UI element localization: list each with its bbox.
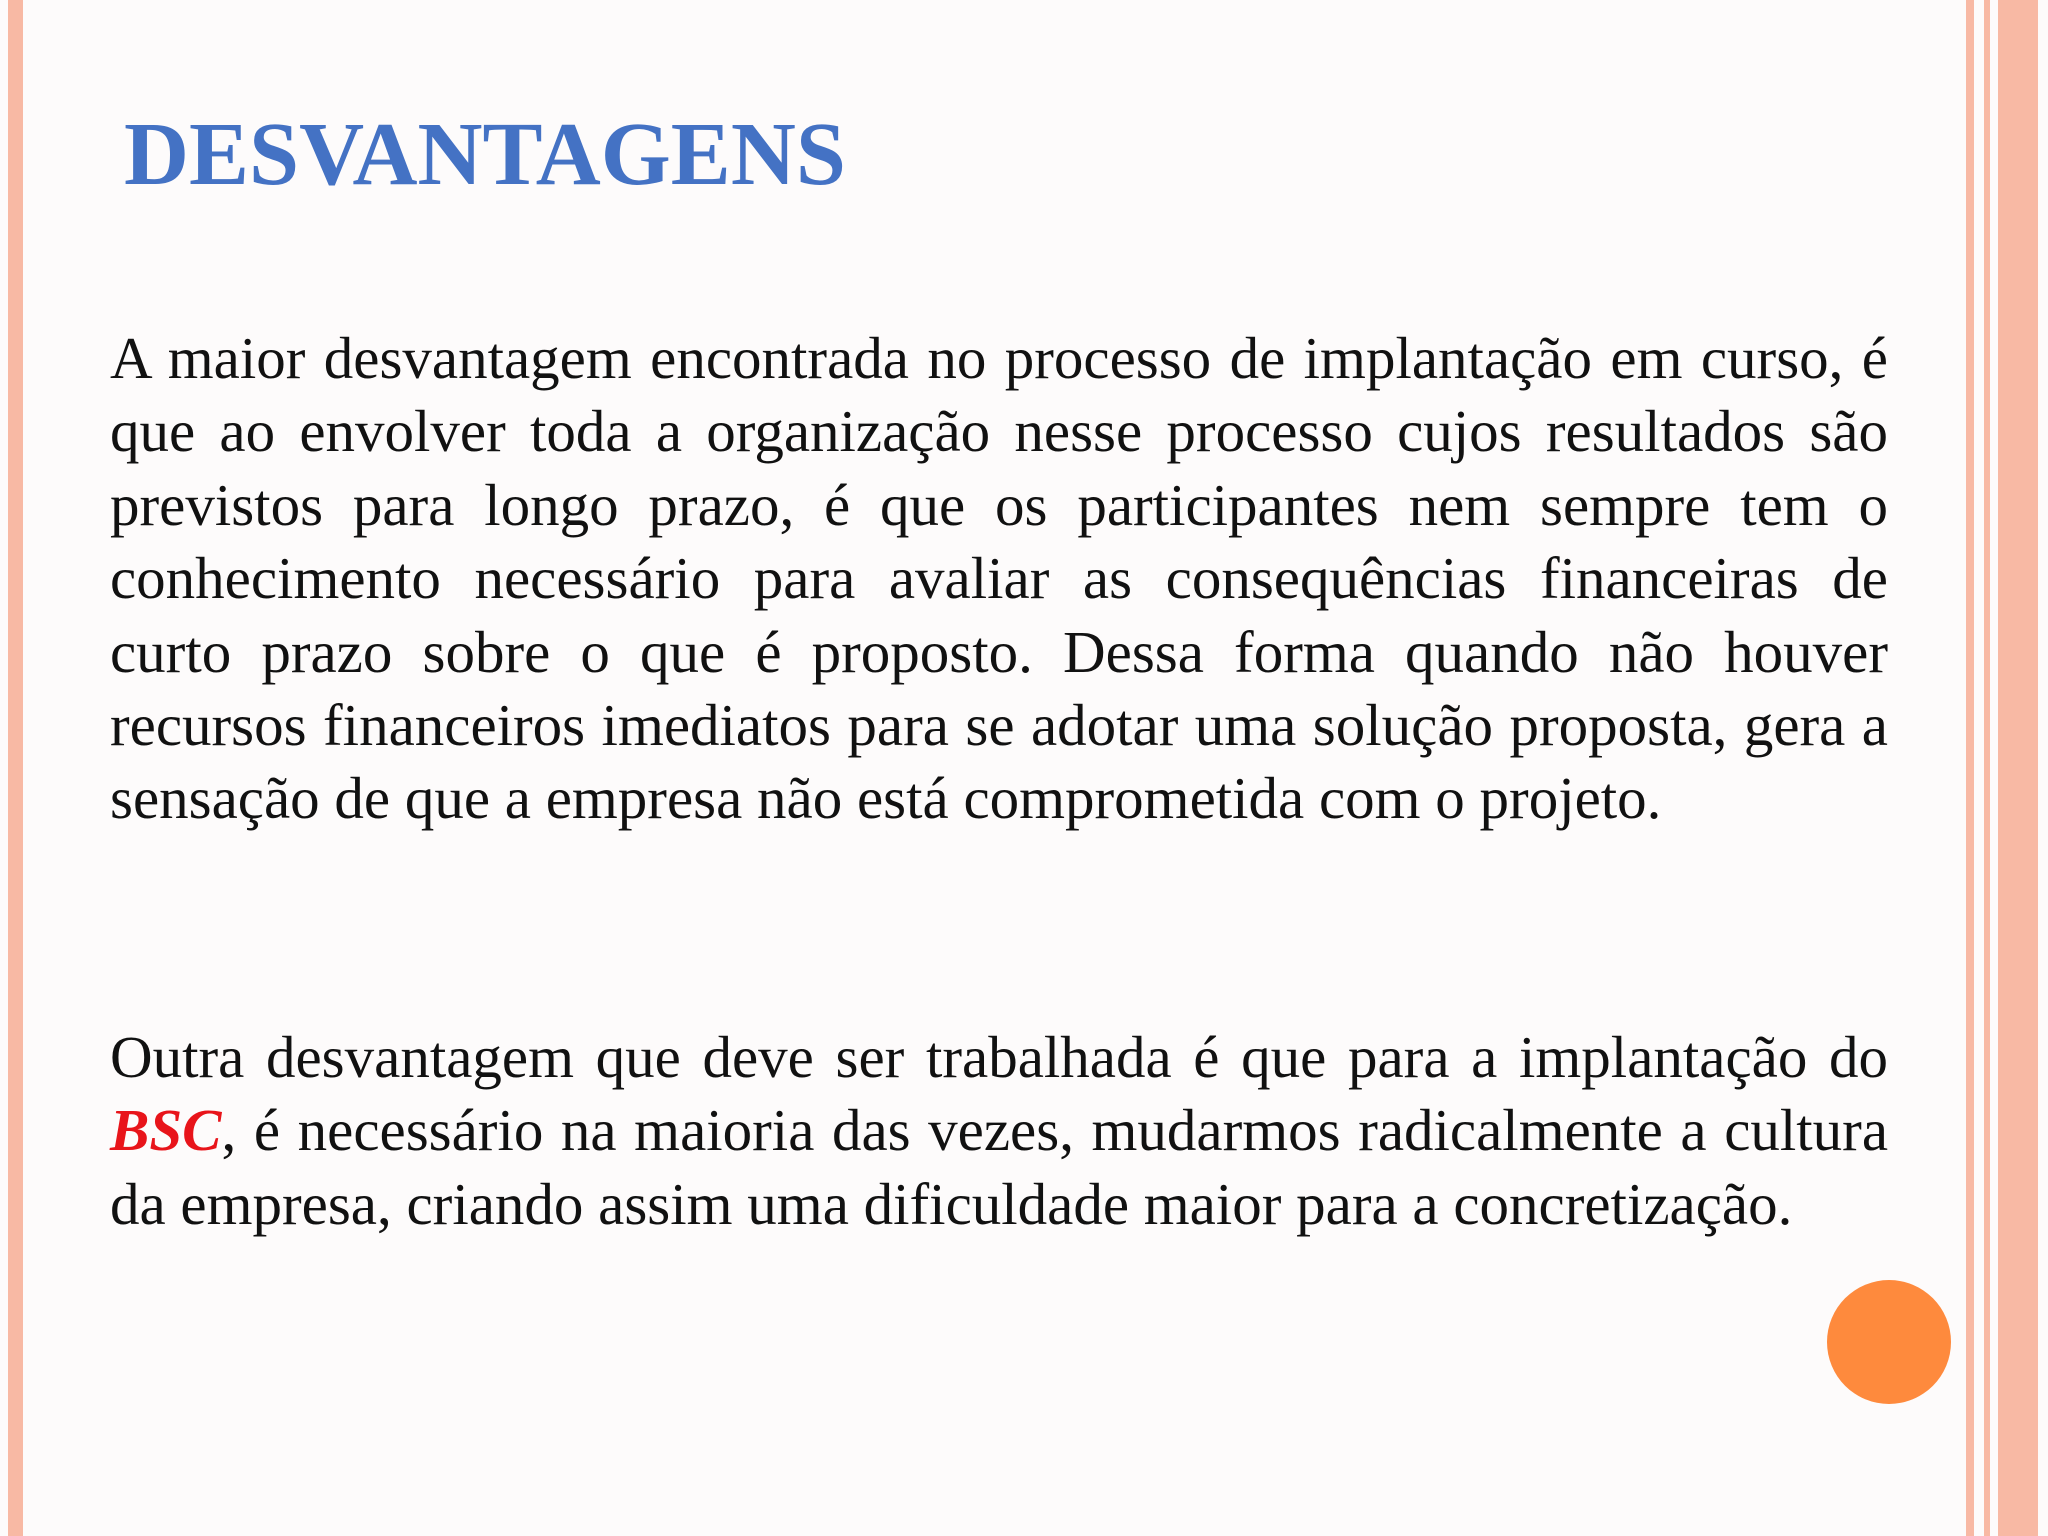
- orange-circle-decoration: [1827, 1280, 1951, 1404]
- slide-title: DESVANTAGENS: [124, 105, 846, 204]
- right-border-stripe-3: [1998, 0, 2038, 1536]
- bsc-highlight: BSC: [110, 1097, 222, 1164]
- right-border-stripe-1: [1966, 0, 1974, 1536]
- paragraph-2-text-start: Outra desvantagem que deve ser trabalhada é que para a implantação do: [110, 1024, 1888, 1090]
- paragraph-1: A maior desvantagem encontrada no processo de implantação em curso, é que ao envolver toda a organização nesse processo cujos resultados são previstos para longo prazo, é que os participantes nem sempre tem o conhecimento necessário para avaliar as consequências financeiras de curto prazo sobre o que é proposto. Dessa forma quando não houver recursos financeiros imediatos para se adotar uma solução proposta, gera a sensação de que a empresa não está comprometida com o projeto.: [110, 325, 1888, 832]
- paragraph-2-text-end: , é necessário na maioria das vezes, mudarmos radicalmente a cultura da empresa, criando assim uma dificuldade maior para a concretização.: [110, 1097, 1888, 1237]
- paragraph-2: [110, 1021, 1888, 1241]
- left-border-stripe: [8, 0, 23, 1536]
- right-border-stripe-2: [1984, 0, 1990, 1536]
- right-border-decoration: [1962, 0, 2048, 1536]
